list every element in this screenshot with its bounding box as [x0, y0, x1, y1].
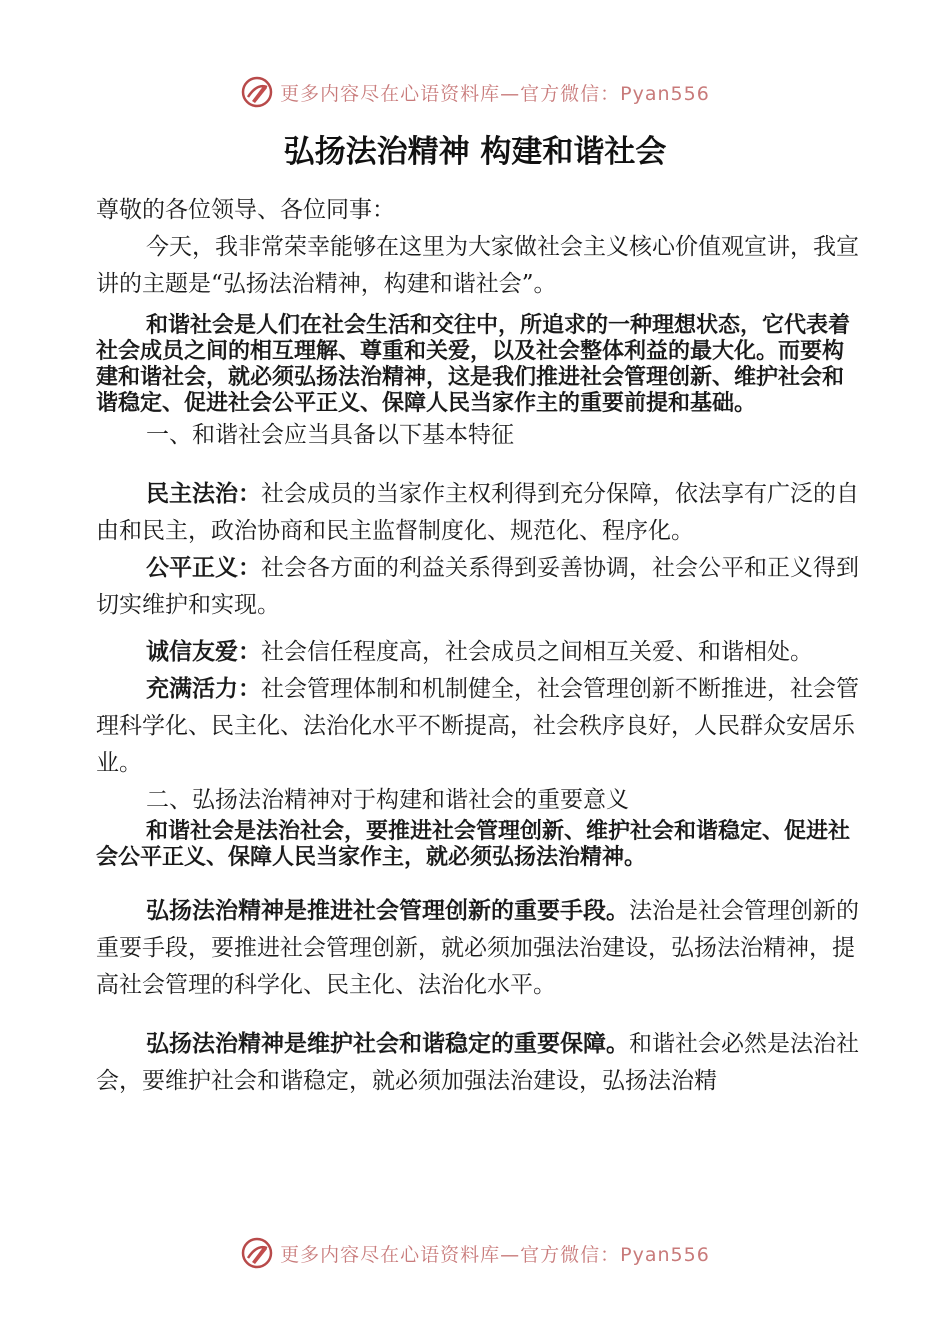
feature-lead: 充满活力： — [146, 676, 261, 702]
feature-item — [96, 476, 861, 550]
significance-text: 法治是社会管理创新的重要手段，要推进社会管理创新，就必须加强法治建设，弘扬法治精神，提高社会管理的科学化、民主化、法治化水平。 — [96, 898, 859, 998]
feature-lead: 民主法治： — [146, 481, 261, 507]
section2-heading: 二、弘扬法治精神对于构建和谐社会的重要意义 — [146, 787, 629, 813]
watermark-text: 更多内容尽在心语资料库—官方微信：Pyan556 — [280, 82, 710, 105]
intro-paragraph: 今天，我非常荣幸能够在这里为大家做社会主义核心价值观宣讲，我宣讲的主题是“弘扬法治精神，构建和谐社会”。 — [96, 234, 859, 297]
feature-item — [96, 550, 861, 624]
footer-watermark — [0, 1233, 950, 1273]
feature-text: 社会管理体制和机制健全，社会管理创新不断推进，社会管理科学化、民主化、法治化水平不断提高，社会秩序良好，人民群众安居乐业。 — [96, 676, 859, 776]
feature-text: 社会各方面的利益关系得到妥善协调，社会公平和正义得到切实维护和实现。 — [96, 555, 859, 618]
pen-logo-icon — [240, 1236, 274, 1270]
salutation: 尊敬的各位领导、各位同事： — [96, 197, 395, 223]
significance-lead: 弘扬法治精神是推进社会管理创新的重要手段。 — [146, 898, 629, 924]
feature-item — [96, 634, 861, 671]
significance-lead: 弘扬法治精神是维护社会和谐稳定的重要保障。 — [146, 1031, 629, 1057]
significance-text: 和谐社会必然是法治社会，要维护社会和谐稳定，就必须加强法治建设，弘扬法治精 — [96, 1031, 859, 1094]
pen-logo-icon — [240, 75, 274, 109]
page-title: 弘扬法治精神 构建和谐社会 — [283, 134, 667, 170]
feature-text: 社会信任程度高，社会成员之间相互关爱、和谐相处。 — [261, 639, 813, 665]
feature-lead: 公平正义： — [146, 555, 261, 581]
thesis-paragraph: 和谐社会是人们在社会生活和交往中，所追求的一种理想状态，它代表着社会成员之间的相互理解、尊重和关爱，以及社会整体利益的最大化。而要构建和谐社会，就必须弘扬法治精神，这是我们推进社会管理创新、维护社会和谐稳定、促进社会公平正义、保障人民当家作主的重要前提和基础。 — [96, 313, 851, 416]
section1-heading: 一、和谐社会应当具备以下基本特征 — [146, 422, 514, 448]
header-watermark — [0, 72, 950, 112]
feature-text: 社会成员的当家作主权利得到充分保障，依法享有广泛的自由和民主，政治协商和民主监督制度化、规范化、程序化。 — [96, 481, 859, 544]
section2-summary: 和谐社会是法治社会，要推进社会管理创新、维护社会和谐稳定、促进社会公平正义、保障人民当家作主，就必须弘扬法治精神。 — [96, 819, 851, 870]
watermark-text: 更多内容尽在心语资料库—官方微信：Pyan556 — [280, 1243, 710, 1266]
feature-item — [96, 671, 861, 782]
feature-lead: 诚信友爱： — [146, 639, 261, 665]
significance-item — [96, 893, 861, 1004]
document-body — [96, 192, 861, 1100]
significance-item — [96, 1026, 861, 1100]
